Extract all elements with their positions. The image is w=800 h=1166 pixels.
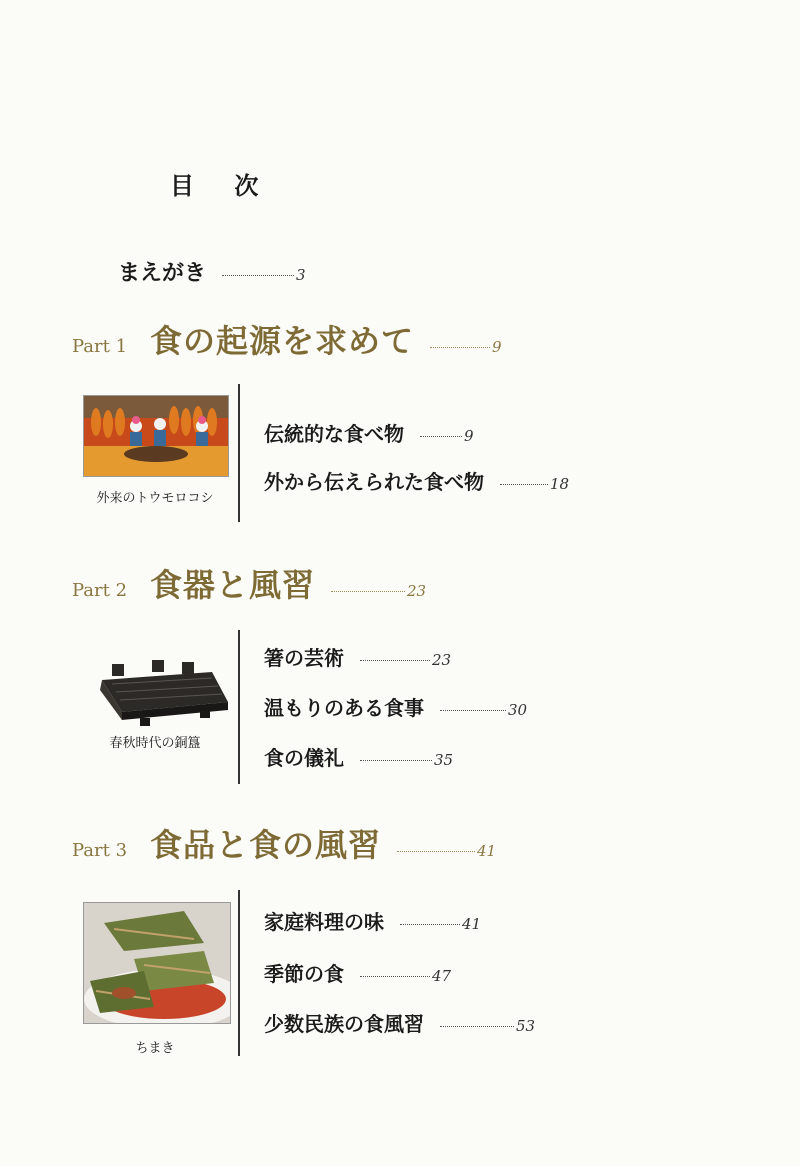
- entry-label: 温もりのある食事: [264, 696, 424, 720]
- leader-dots: [440, 710, 506, 711]
- entry-label: 伝統的な食べ物: [264, 422, 404, 446]
- entry-label: 季節の食: [264, 962, 344, 986]
- page-number: 30: [508, 701, 528, 719]
- page-number: 9: [464, 427, 474, 445]
- leader-dots: [360, 760, 432, 761]
- toc-entry[interactable]: [264, 742, 453, 771]
- toc-entry-preface[interactable]: [118, 256, 306, 287]
- photo-caption: ちまき: [135, 1041, 175, 1056]
- entry-label: 箸の芸術: [264, 646, 344, 670]
- page-number: 41: [477, 842, 497, 860]
- divider-line: [238, 384, 240, 522]
- page-number: 3: [296, 266, 306, 284]
- toc-entry[interactable]: [264, 958, 451, 987]
- leader-dots: [400, 924, 460, 925]
- page-number: 23: [407, 582, 427, 600]
- part-heading-2[interactable]: [72, 560, 426, 606]
- leader-dots: [430, 347, 490, 348]
- corn-photo: [83, 395, 229, 477]
- divider-line: [238, 890, 240, 1056]
- leader-dots: [331, 591, 405, 592]
- page-number: 35: [434, 751, 454, 769]
- leader-dots: [440, 1026, 514, 1027]
- leader-dots: [360, 660, 430, 661]
- part-title: 食器と風習: [150, 566, 316, 604]
- page-title: 目 次: [170, 172, 275, 200]
- entry-label: 食の儀礼: [264, 746, 344, 770]
- part-title: 食の起源を求めて: [150, 322, 415, 360]
- entry-label: 家庭料理の味: [264, 910, 384, 934]
- toc-entry[interactable]: [264, 692, 527, 721]
- photo-caption: 外来のトウモロコシ: [96, 491, 214, 506]
- page-number: 41: [462, 915, 482, 933]
- toc-entry[interactable]: [264, 466, 569, 495]
- part-label: Part 1: [72, 336, 128, 357]
- part-label: Part 2: [72, 580, 128, 601]
- entry-label: 少数民族の食風習: [264, 1012, 424, 1036]
- entry-label: 外から伝えられた食べ物: [264, 470, 484, 494]
- part-label: Part 3: [72, 840, 128, 861]
- page-number: 47: [432, 967, 452, 985]
- toc-entry[interactable]: [264, 906, 481, 935]
- part-heading-1[interactable]: [72, 316, 502, 362]
- leader-dots: [420, 436, 462, 437]
- toc-entry[interactable]: [264, 642, 451, 671]
- part-title: 食品と食の風習: [150, 826, 382, 864]
- photo-caption: 春秋時代の銅簋: [109, 736, 201, 751]
- toc-entry[interactable]: [264, 418, 474, 447]
- toc-entry[interactable]: [264, 1008, 535, 1037]
- divider-line: [238, 630, 240, 784]
- page-number: 18: [550, 475, 570, 493]
- preface-label: まえがき: [118, 261, 207, 286]
- page-number: 9: [492, 338, 502, 356]
- page-number: 23: [432, 651, 452, 669]
- leader-dots: [360, 976, 430, 977]
- part-heading-3[interactable]: [72, 820, 496, 866]
- leader-dots: [222, 275, 294, 276]
- bronze-vessel-photo: [82, 650, 232, 730]
- page-number: 53: [516, 1017, 536, 1035]
- zongzi-photo: [83, 902, 231, 1024]
- leader-dots: [500, 484, 548, 485]
- leader-dots: [397, 851, 475, 852]
